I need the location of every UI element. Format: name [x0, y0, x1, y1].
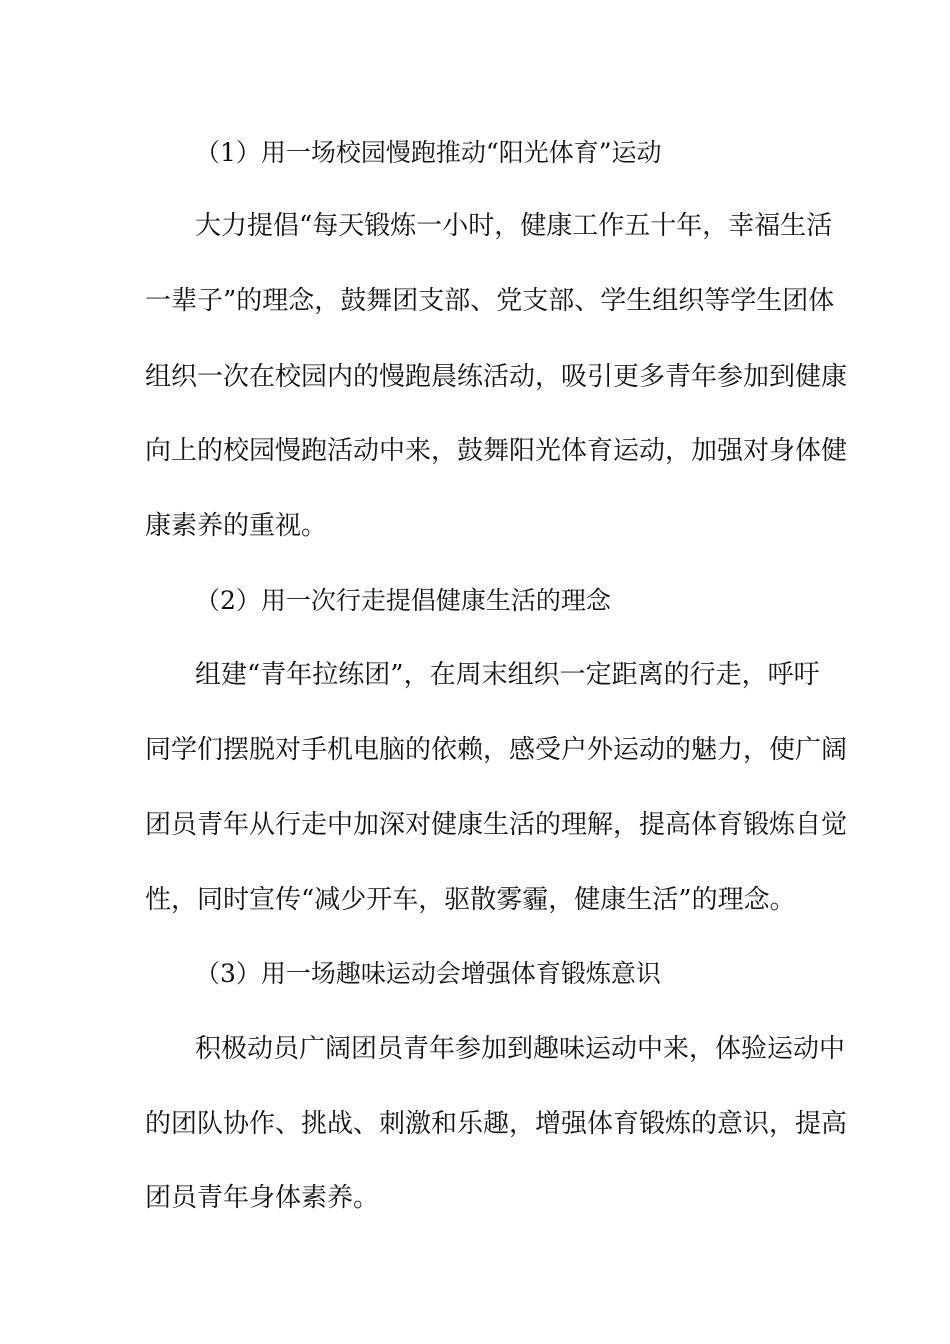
- section-heading-3: （3）用一场趣味运动会增强体育锻炼意识: [195, 959, 661, 988]
- section-heading-1: （1）用一场校园慢跑推动“阳光体育”运动: [195, 138, 662, 167]
- paragraph-line: 向上的校园慢跑活动中来，鼓舞阳光体育运动，加强对身体健: [145, 436, 848, 466]
- section-heading-2: （2）用一次行走提倡健康生活的理念: [195, 586, 611, 615]
- paragraph-line: 积极动员广阔团员青年参加到趣味运动中来，体验运动中: [195, 1034, 846, 1064]
- paragraph-line: 组建“青年拉练团”，在周末组织一定距离的行走，呼吁: [195, 660, 820, 690]
- paragraph-line: 一辈子”的理念，鼓舞团支部、党支部、学生组织等学生团体: [145, 286, 835, 316]
- paragraph-line: 同学们摆脱对手机电脑的依赖，感受户外运动的魅力，使广阔: [145, 735, 848, 765]
- paragraph-line: 的团队协作、挑战、刺激和乐趣，增强体育锻炼的意识，提高: [145, 1109, 848, 1139]
- paragraph-line: 康素养的重视。: [145, 511, 328, 541]
- paragraph-line: 组织一次在校园内的慢跑晨练活动，吸引更多青年参加到健康: [145, 362, 848, 392]
- paragraph-line: 性，同时宣传“减少开车，驱散雾霾，健康生活”的理念。: [145, 885, 796, 915]
- paragraph-line: 团员青年身体素养。: [145, 1183, 380, 1213]
- paragraph-line: 大力提倡“每天锻炼一小时，健康工作五十年，幸福生活: [195, 211, 833, 241]
- paragraph-line: 团员青年从行走中加深对健康生活的理解，提高体育锻炼自觉: [145, 810, 848, 840]
